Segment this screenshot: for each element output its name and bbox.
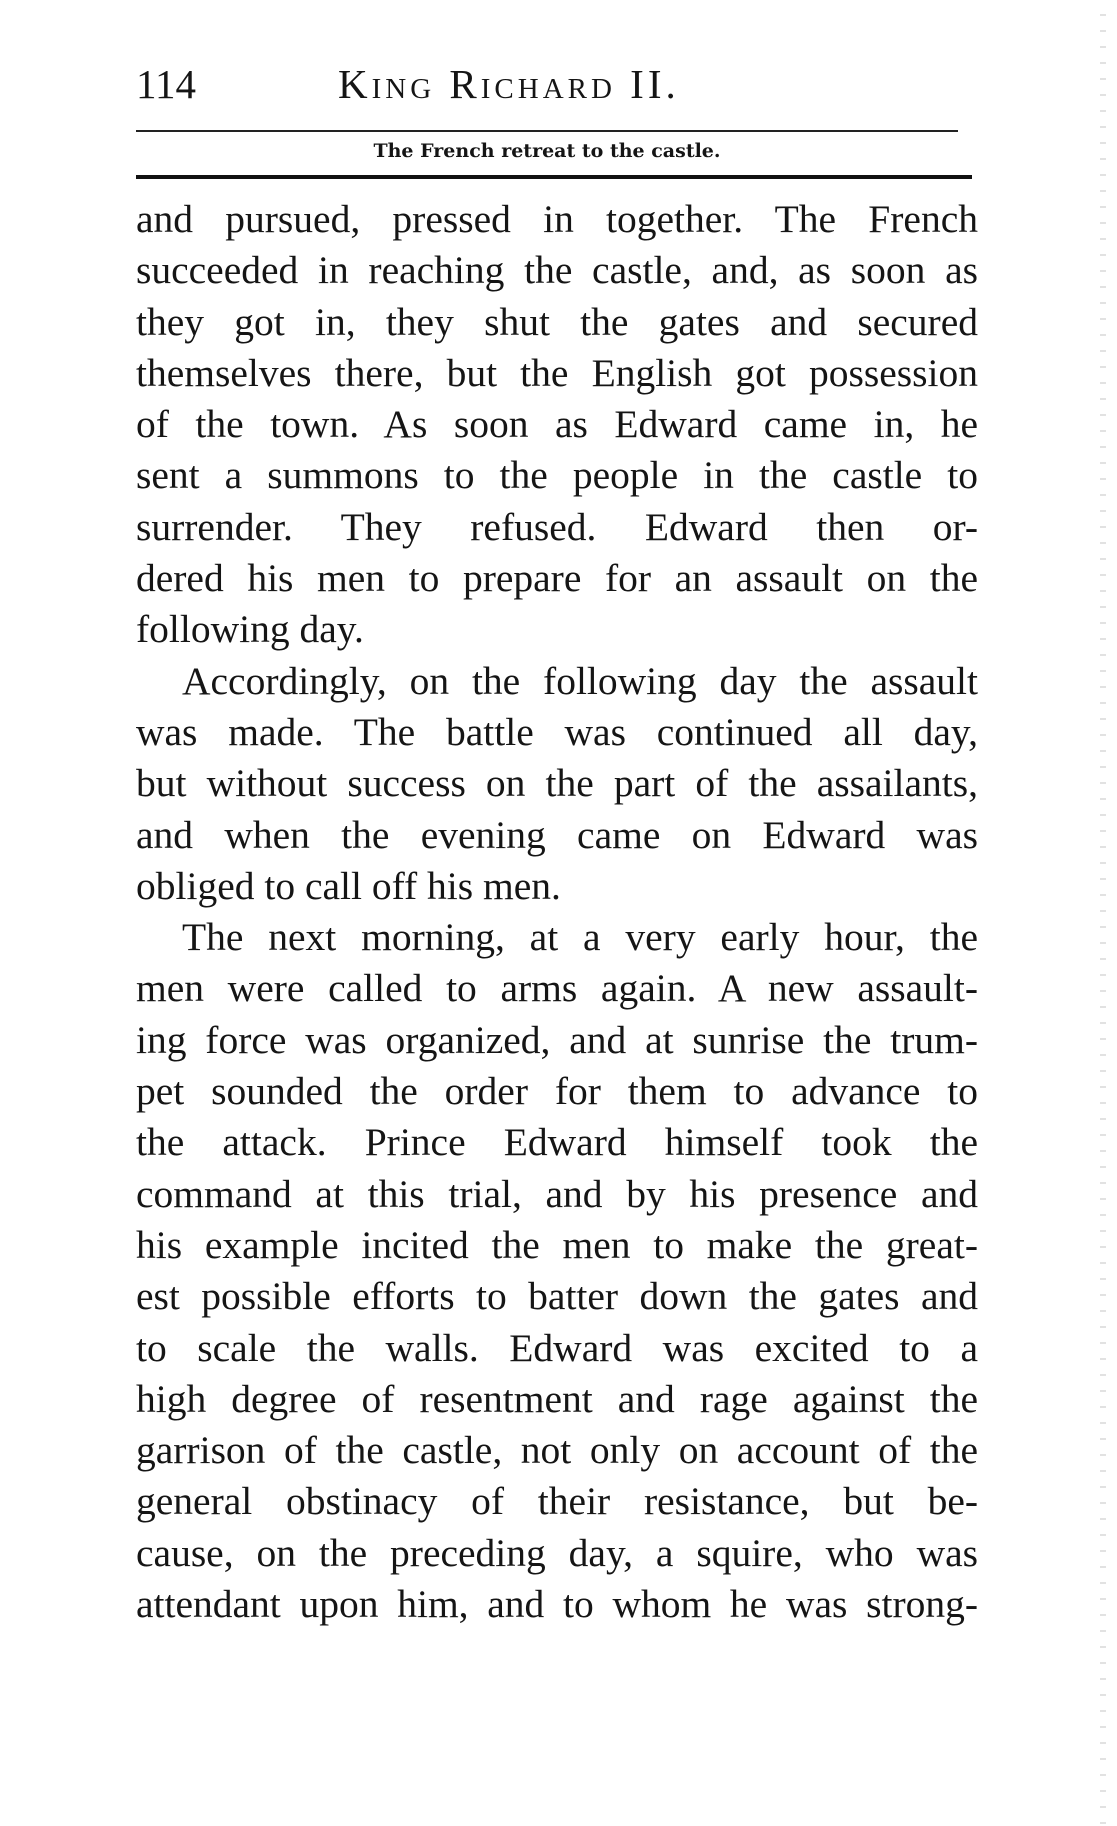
text-line: est possible efforts to batter down the gates and [136, 1274, 978, 1319]
text-line: and when the evening came on Edward was [136, 812, 978, 857]
text-line: to scale the walls. Edward was excited to a [136, 1325, 978, 1370]
text-line: dered his men to prepare for an assault on the [136, 556, 978, 601]
text-line: surrender. They refused. Edward then or- [136, 504, 978, 549]
text-line: following day. [136, 607, 364, 652]
text-line: sent a summons to the people in the castle to [136, 453, 978, 498]
text-line: and pursued, pressed in together. The French [136, 197, 978, 241]
text-line: but without success on the part of the assailants, [136, 761, 978, 806]
text-line: of the town. As soon as Edward came in, he [136, 402, 978, 447]
page-edge-marks [1100, 0, 1106, 1826]
text-line: Accordingly, on the following day the assault [182, 658, 978, 703]
header-rule-top [136, 130, 958, 132]
text-line: garrison of the castle, not only on account of the [136, 1428, 978, 1473]
running-head [136, 58, 976, 118]
text-line: was made. The battle was continued all day, [136, 709, 978, 754]
book-title: King Richard II. [338, 61, 680, 107]
text-line: cause, on the preceding day, a squire, who was [136, 1530, 978, 1575]
text-line: obliged to call off his men. [136, 863, 561, 908]
text-line: his example incited the men to make the great- [136, 1222, 978, 1267]
text-line: pet sounded the order for them to advance to [136, 1069, 978, 1114]
text-line: attendant upon him, and to whom he was strong- [136, 1582, 978, 1627]
text-line: they got in, they shut the gates and secured [136, 299, 978, 344]
header-rule-bottom [136, 175, 972, 179]
text-line: succeeded in reaching the castle, and, as soon as [136, 248, 978, 293]
text-line: high degree of resentment and rage against the [136, 1376, 978, 1421]
text-line: general obstinacy of their resistance, but be- [136, 1479, 978, 1524]
page-number: 114 [136, 61, 196, 107]
text-line: The next morning, at a very early hour, the [182, 915, 978, 960]
section-heading: The French retreat to the castle. [373, 140, 721, 162]
body-text [136, 194, 978, 1630]
text-line: themselves there, but the English got possession [136, 350, 978, 395]
text-line: the attack. Prince Edward himself took the [136, 1120, 978, 1165]
text-line: men were called to arms again. A new assault- [136, 966, 978, 1011]
text-line: ing force was organized, and at sunrise the trum- [136, 1017, 978, 1062]
text-line: command at this trial, and by his presence and [136, 1171, 978, 1216]
